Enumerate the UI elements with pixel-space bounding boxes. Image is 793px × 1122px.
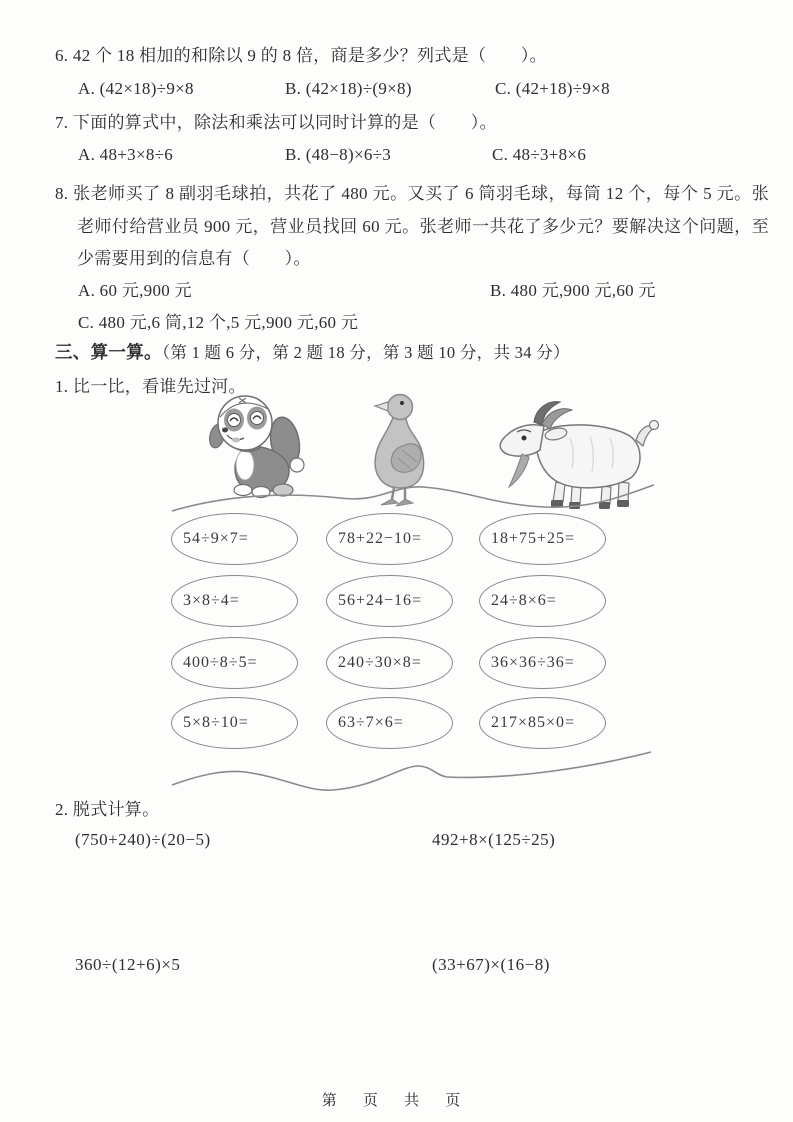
expression-oval: 400÷8÷5=: [171, 637, 298, 689]
expression-oval: 240÷30×8=: [326, 637, 453, 689]
question-6-option-a: A. (42×18)÷9×8: [78, 79, 194, 98]
expression-oval: 63÷7×6=: [326, 697, 453, 749]
question-6-options: [78, 79, 793, 103]
question-1-label: 1. 比一比，看谁先过河。: [55, 377, 246, 396]
question-7-option-a: A. 48+3×8÷6: [78, 145, 174, 164]
section-3-heading: [55, 341, 570, 364]
question-7-options: [78, 145, 793, 169]
expression-oval: 24÷8×6=: [479, 575, 606, 627]
calc-expression-3: 360÷(12+6)×5: [75, 955, 181, 974]
question-8-option-a: A. 60 元,900 元: [78, 281, 192, 300]
question-8-option-c: C. 480 元,6 筒,12 个,5 元,900 元,60 元: [78, 313, 359, 332]
expression-oval: 217×85×0=: [479, 697, 606, 749]
question-7-text: 7. 下面的算式中，除法和乘法可以同时计算的是（ ）。: [55, 113, 497, 132]
question-6-option-b: B. (42×18)÷(9×8): [285, 79, 412, 98]
calc-expression-2: 492+8×(125÷25): [432, 830, 556, 849]
question-8-options-ab: [78, 276, 793, 300]
river-bank-bottom-line: [165, 742, 660, 792]
question-8-options-c: [78, 308, 793, 332]
question-8-text: 8. 张老师买了 8 副羽毛球拍，共花了 480 元。又买了 6 筒羽毛球，每筒 12 个，每个 5 元。张老师付给营业员 900 元，营业员找回 60 元。张老师一共花了多少元？要解决这个问题，至少需要用到的信息有（ ）。: [55, 184, 769, 268]
expression-oval: 54÷9×7=: [171, 513, 298, 565]
question-2-label: 2. 脱式计算。: [55, 800, 160, 819]
calc-expression-1: (750+240)÷(20−5): [75, 830, 211, 849]
expression-oval: 5×8÷10=: [171, 697, 298, 749]
calc-expression-4: (33+67)×(16−8): [432, 955, 550, 974]
page-footer: 第 页 共 页: [321, 1092, 472, 1109]
expression-oval: 56+24−16=: [326, 575, 453, 627]
question-8-option-b: B. 480 元,900 元,60 元: [490, 281, 656, 300]
question-6-text: 6. 42 个 18 相加的和除以 9 的 8 倍，商是多少？列式是（ ）。: [55, 46, 547, 65]
question-6-option-c: C. (42+18)÷9×8: [495, 79, 610, 98]
expression-oval: 78+22−10=: [326, 513, 453, 565]
river-bank-top-line: [165, 478, 660, 518]
question-7-option-b: B. (48−8)×6÷3: [285, 145, 392, 164]
section-3-title: 三、算一算。: [55, 342, 162, 362]
question-7-option-c: C. 48÷3+8×6: [492, 145, 587, 164]
expression-oval: 3×8÷4=: [171, 575, 298, 627]
expression-oval: 36×36÷36=: [479, 637, 606, 689]
section-3-score-note: （第 1 题 6 分，第 2 题 18 分，第 3 题 10 分，共 34 分）: [161, 343, 570, 362]
expression-oval: 18+75+25=: [479, 513, 606, 565]
